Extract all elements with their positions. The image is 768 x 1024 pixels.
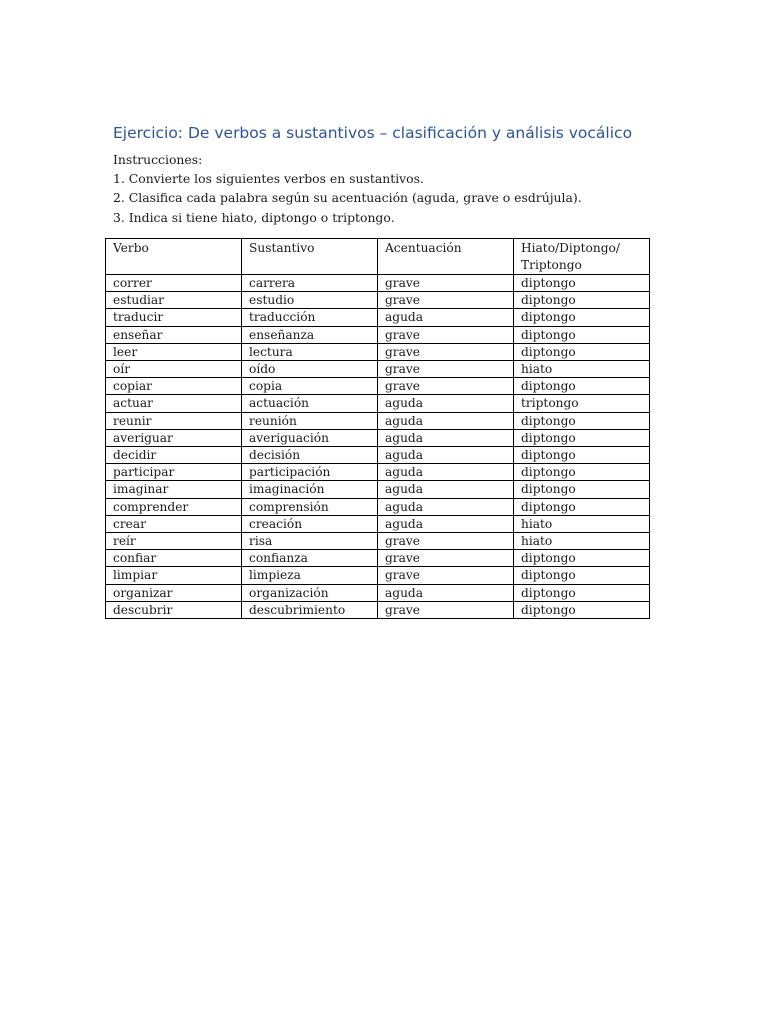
table-row: [106, 309, 650, 326]
page-title: Ejercicio: De verbos a sustantivos – clasificación y análisis vocálico: [113, 124, 633, 142]
table-row: [106, 447, 650, 464]
cell-sustantivo: estudio: [242, 292, 378, 309]
cell-hiato-diptongo: diptongo: [514, 275, 650, 292]
table-row: [106, 412, 650, 429]
cell-hiato-diptongo: diptongo: [514, 550, 650, 567]
cell-verbo: oír: [106, 361, 242, 378]
cell-hiato-diptongo: diptongo: [514, 412, 650, 429]
cell-hiato-diptongo: diptongo: [514, 429, 650, 446]
instruction-step-2: 2. Clasifica cada palabra según su acentuación (aguda, grave o esdrújula).: [113, 190, 582, 206]
table-row: [106, 464, 650, 481]
table-row: [106, 567, 650, 584]
cell-acentuacion: grave: [378, 275, 514, 292]
cell-sustantivo: risa: [242, 533, 378, 550]
cell-hiato-diptongo: diptongo: [514, 601, 650, 618]
cell-hiato-diptongo: diptongo: [514, 481, 650, 498]
cell-acentuacion: aguda: [378, 498, 514, 515]
table-row: [106, 533, 650, 550]
cell-verbo: imaginar: [106, 481, 242, 498]
cell-acentuacion: grave: [378, 550, 514, 567]
cell-acentuacion: aguda: [378, 412, 514, 429]
cell-verbo: correr: [106, 275, 242, 292]
table-row: [106, 429, 650, 446]
table-row: [106, 292, 650, 309]
cell-hiato-diptongo: diptongo: [514, 292, 650, 309]
table-row: [106, 343, 650, 360]
cell-verbo: copiar: [106, 378, 242, 395]
cell-hiato-diptongo: hiato: [514, 533, 650, 550]
cell-hiato-diptongo: hiato: [514, 361, 650, 378]
cell-acentuacion: grave: [378, 361, 514, 378]
cell-sustantivo: lectura: [242, 343, 378, 360]
header-verbo: Verbo: [106, 239, 242, 275]
table-row: [106, 601, 650, 618]
header-hiato-diptongo-triptongo: Hiato/Diptongo/ Triptongo: [514, 239, 650, 275]
cell-acentuacion: aguda: [378, 395, 514, 412]
instructions-heading: Instrucciones:: [113, 152, 203, 167]
table-row: [106, 584, 650, 601]
cell-sustantivo: carrera: [242, 275, 378, 292]
cell-hiato-diptongo: diptongo: [514, 498, 650, 515]
table-header-row: [106, 239, 650, 275]
cell-verbo: leer: [106, 343, 242, 360]
table-row: [106, 326, 650, 343]
table-row: [106, 550, 650, 567]
cell-sustantivo: reunión: [242, 412, 378, 429]
cell-acentuacion: grave: [378, 378, 514, 395]
cell-acentuacion: aguda: [378, 515, 514, 532]
cell-sustantivo: enseñanza: [242, 326, 378, 343]
header-acentuacion: Acentuación: [378, 239, 514, 275]
cell-verbo: reír: [106, 533, 242, 550]
cell-hiato-diptongo: diptongo: [514, 326, 650, 343]
table-row: [106, 378, 650, 395]
header-sustantivo: Sustantivo: [242, 239, 378, 275]
cell-acentuacion: grave: [378, 326, 514, 343]
instructions-block: [113, 150, 582, 227]
cell-sustantivo: descubrimiento: [242, 601, 378, 618]
cell-hiato-diptongo: diptongo: [514, 378, 650, 395]
instruction-step-1: 1. Convierte los siguientes verbos en sustantivos.: [113, 171, 424, 187]
table-row: [106, 498, 650, 515]
table-row: [106, 481, 650, 498]
cell-acentuacion: grave: [378, 567, 514, 584]
cell-acentuacion: aguda: [378, 481, 514, 498]
cell-verbo: limpiar: [106, 567, 242, 584]
cell-hiato-diptongo: hiato: [514, 515, 650, 532]
cell-sustantivo: creación: [242, 515, 378, 532]
cell-sustantivo: limpieza: [242, 567, 378, 584]
cell-acentuacion: grave: [378, 601, 514, 618]
cell-acentuacion: aguda: [378, 309, 514, 326]
cell-sustantivo: imaginación: [242, 481, 378, 498]
cell-acentuacion: aguda: [378, 584, 514, 601]
cell-sustantivo: participación: [242, 464, 378, 481]
cell-acentuacion: grave: [378, 343, 514, 360]
cell-sustantivo: oído: [242, 361, 378, 378]
cell-verbo: descubrir: [106, 601, 242, 618]
cell-verbo: organizar: [106, 584, 242, 601]
cell-verbo: confiar: [106, 550, 242, 567]
vocabulary-table: [105, 238, 650, 619]
cell-verbo: participar: [106, 464, 242, 481]
cell-sustantivo: traducción: [242, 309, 378, 326]
cell-sustantivo: comprensión: [242, 498, 378, 515]
cell-acentuacion: aguda: [378, 429, 514, 446]
cell-sustantivo: confianza: [242, 550, 378, 567]
table-row: [106, 275, 650, 292]
cell-hiato-diptongo: diptongo: [514, 447, 650, 464]
cell-verbo: estudiar: [106, 292, 242, 309]
cell-hiato-diptongo: diptongo: [514, 567, 650, 584]
cell-verbo: comprender: [106, 498, 242, 515]
cell-verbo: crear: [106, 515, 242, 532]
cell-acentuacion: aguda: [378, 447, 514, 464]
table-row: [106, 515, 650, 532]
cell-verbo: decidir: [106, 447, 242, 464]
cell-sustantivo: decisión: [242, 447, 378, 464]
cell-acentuacion: grave: [378, 292, 514, 309]
cell-verbo: averiguar: [106, 429, 242, 446]
cell-hiato-diptongo: diptongo: [514, 309, 650, 326]
cell-verbo: enseñar: [106, 326, 242, 343]
cell-sustantivo: averiguación: [242, 429, 378, 446]
table-body: [106, 275, 650, 619]
cell-verbo: reunir: [106, 412, 242, 429]
cell-sustantivo: actuación: [242, 395, 378, 412]
cell-hiato-diptongo: diptongo: [514, 343, 650, 360]
instruction-step-3: 3. Indica si tiene hiato, diptongo o triptongo.: [113, 209, 395, 225]
table-row: [106, 395, 650, 412]
cell-acentuacion: aguda: [378, 464, 514, 481]
cell-hiato-diptongo: diptongo: [514, 464, 650, 481]
cell-sustantivo: organización: [242, 584, 378, 601]
cell-verbo: traducir: [106, 309, 242, 326]
table-row: [106, 361, 650, 378]
cell-verbo: actuar: [106, 395, 242, 412]
cell-sustantivo: copia: [242, 378, 378, 395]
cell-hiato-diptongo: triptongo: [514, 395, 650, 412]
cell-hiato-diptongo: diptongo: [514, 584, 650, 601]
cell-acentuacion: grave: [378, 533, 514, 550]
